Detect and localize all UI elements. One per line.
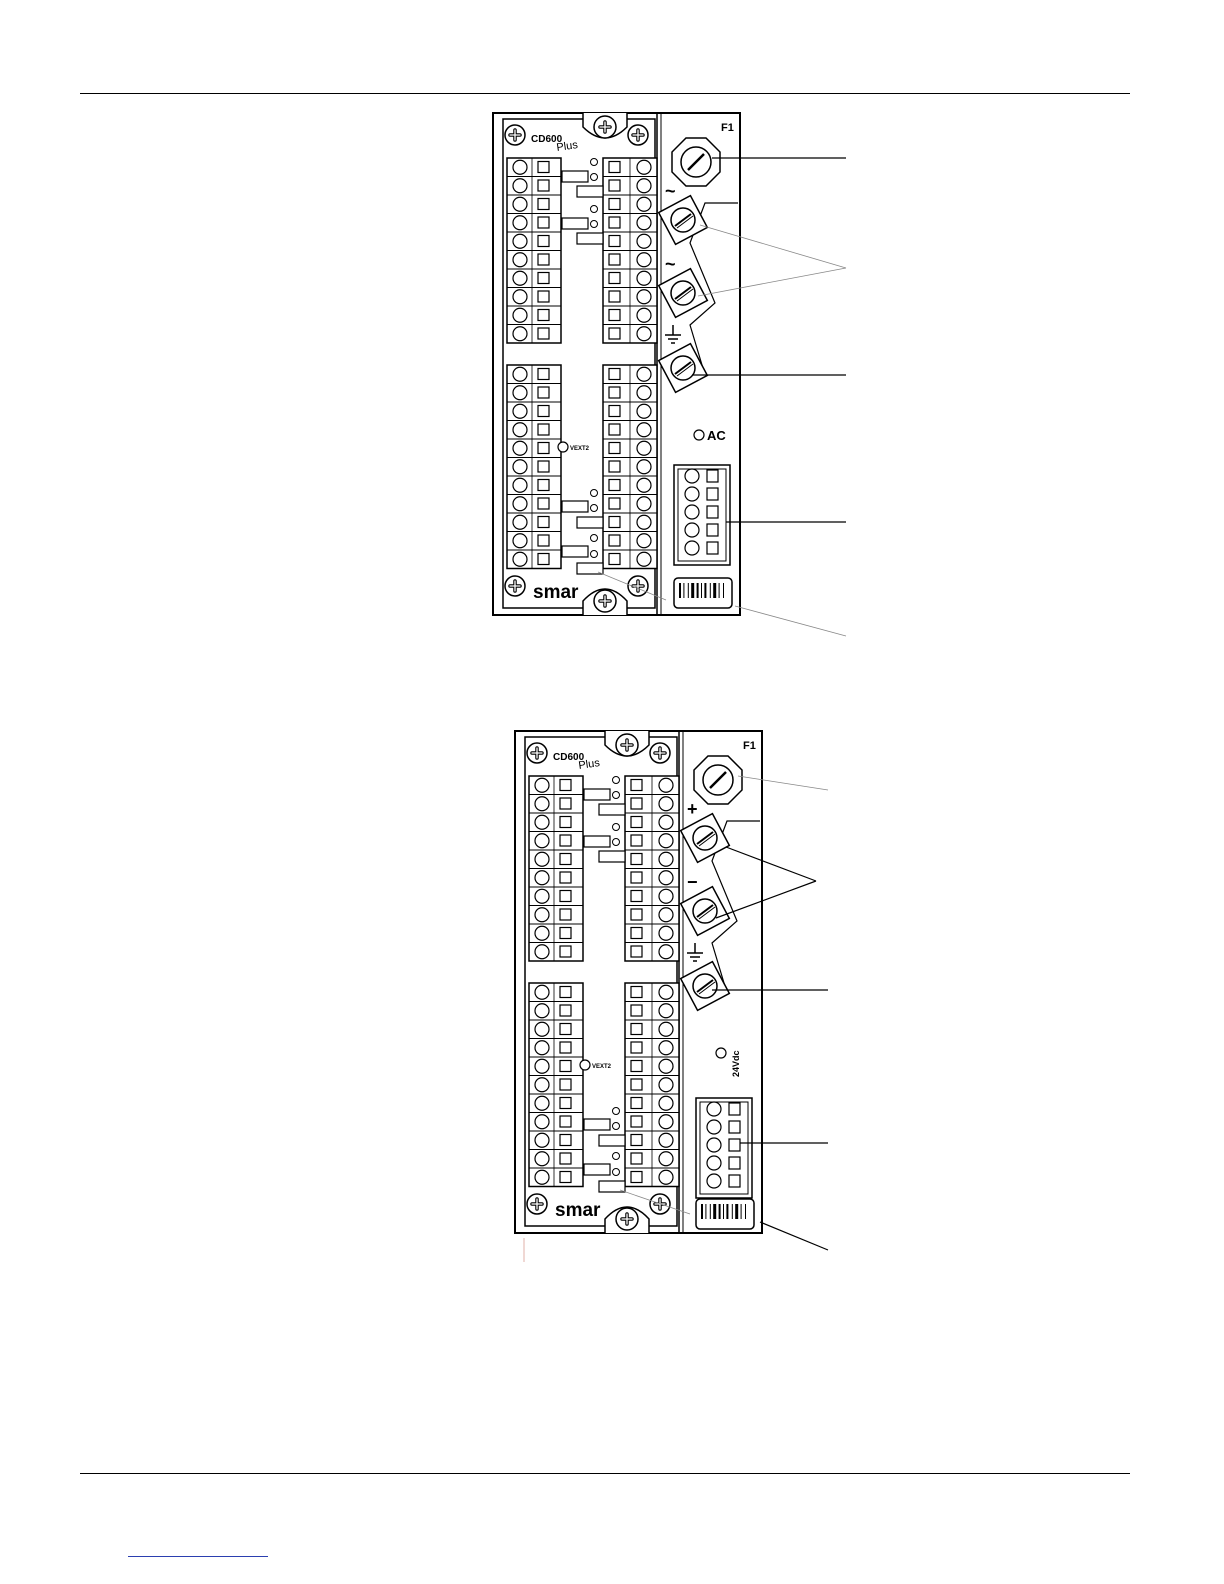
jumper-led [613,839,620,846]
terminal-screw [538,273,549,284]
callout-line [760,1222,828,1250]
terminal-screw [560,872,571,883]
terminal-screw [560,946,571,957]
terminal-hole [513,497,527,511]
terminal-screw [609,480,620,491]
jumper-led [591,535,598,542]
terminal-hole [637,197,651,211]
terminal-hole [637,441,651,455]
terminal-screw [538,162,549,173]
terminal-screw [609,310,620,321]
terminal-screw [631,1005,642,1016]
terminal-hole [659,778,673,792]
supply-symbol-1: ~ [665,181,676,201]
jumper-led [591,159,598,166]
terminal-screw [538,291,549,302]
terminal-screw [631,1079,642,1090]
jumper [562,546,588,557]
terminal-hole [513,179,527,193]
screw-icon [650,743,670,763]
terminal-hole [637,271,651,285]
jumper [584,1164,610,1175]
vext-label: VEXT2 [570,446,590,452]
terminal-screw [609,461,620,472]
terminal-screw [560,909,571,920]
model-label: CD600 [553,752,585,763]
jumper-led [613,1108,620,1115]
terminal-screw [609,162,620,173]
terminal-screw [631,987,642,998]
terminal-hole [637,460,651,474]
terminal-screw [631,854,642,865]
terminal-screw [560,891,571,902]
terminal-screw [609,387,620,398]
terminal-hole [637,160,651,174]
terminal-screw [609,443,620,454]
footer-link-underline[interactable] [128,1556,268,1557]
terminal-hole [535,1059,549,1073]
jumper [577,517,603,528]
terminal-hole [659,1115,673,1129]
terminal-hole [535,985,549,999]
terminal-hole [535,1096,549,1110]
screw-icon [505,576,525,596]
terminal-hole [513,197,527,211]
terminal-hole [535,871,549,885]
terminal-hole [513,386,527,400]
terminal-hole [535,815,549,829]
terminal-hole [637,478,651,492]
terminal-hole [535,834,549,848]
terminal-hole [535,1152,549,1166]
jumper [599,804,625,815]
terminal-hole [637,534,651,548]
panel-24vdc-module [515,731,828,1262]
jumper [599,1135,625,1146]
terminal-screw [538,535,549,546]
jumper-led [613,1123,620,1130]
jumper [584,836,610,847]
terminal-hole [659,1152,673,1166]
terminal-hole [513,271,527,285]
terminal-screw [538,310,549,321]
terminal-screw [560,987,571,998]
jumper-led [591,174,598,181]
terminal-screw [538,480,549,491]
brand-logo: smar [555,1200,601,1221]
terminal-screw [560,928,571,939]
screw-icon [616,1208,638,1230]
terminal-hole [659,1170,673,1184]
terminal-screw [631,1024,642,1035]
jumper-led [613,777,620,784]
terminal-screw [560,1024,571,1035]
vext-label: VEXT2 [592,1064,612,1070]
vext-indicator [558,442,568,452]
barcode-icon [674,578,732,608]
terminal-screw [631,909,642,920]
fuse-label: F1 [721,122,734,134]
terminal-hole [535,1115,549,1129]
terminal-screw [609,199,620,210]
terminal-screw [631,946,642,957]
footer-rule [80,1473,1130,1474]
terminal-screw [609,328,620,339]
terminal-screw [538,517,549,528]
screw-icon [527,1194,547,1214]
terminal-hole [659,889,673,903]
barcode-icon [696,1199,754,1229]
jumper [577,186,603,197]
terminal-hole [659,871,673,885]
terminal-hole [513,290,527,304]
terminal-screw [538,328,549,339]
terminal-hole [535,1133,549,1147]
terminal-hole [637,216,651,230]
model-suffix-label: Plus [555,139,579,154]
terminal-hole [513,552,527,566]
terminal-screw [560,835,571,846]
jumper [584,789,610,800]
terminal-hole [637,367,651,381]
terminal-hole [513,423,527,437]
led-label: AC [707,428,726,443]
terminal-hole [535,889,549,903]
terminal-hole [659,834,673,848]
terminal-screw [560,1172,571,1183]
terminal-screw [609,554,620,565]
terminal-screw [560,1116,571,1127]
terminal-screw [560,1135,571,1146]
terminal-screw [538,498,549,509]
screw-icon [616,734,638,756]
terminal-screw [560,1098,571,1109]
jumper-led [591,221,598,228]
terminal-screw [631,817,642,828]
terminal-screw [609,424,620,435]
terminal-hole [637,386,651,400]
terminal-hole [637,423,651,437]
terminal-column-left-bottom [507,365,561,569]
terminal-hole [637,253,651,267]
jumper-led [613,792,620,799]
terminal-column-right-top [625,776,679,961]
terminal-screw [538,424,549,435]
led-label: 24Vdc [731,1050,741,1077]
terminal-hole [513,234,527,248]
terminal-hole [659,1078,673,1092]
terminal-screw [538,180,549,191]
terminal-screw [609,517,620,528]
terminal-hole [659,1022,673,1036]
terminal-hole [659,815,673,829]
fuse-holder-icon [694,756,742,804]
terminal-screw [560,1005,571,1016]
led-indicator-icon [716,1048,726,1058]
terminal-screw [631,780,642,791]
terminal-screw [560,1061,571,1072]
screw-icon [594,116,616,138]
terminal-column-left-bottom [529,983,583,1187]
fuse-label: F1 [743,740,756,752]
terminal-hole [659,797,673,811]
supply-symbol-2: ~ [665,254,676,274]
brand-logo: smar [533,582,579,603]
terminal-screw [538,406,549,417]
terminal-hole [637,497,651,511]
terminal-hole [659,1059,673,1073]
terminal-screw [538,199,549,210]
screw-icon [505,125,525,145]
terminal-screw [631,798,642,809]
io-connector [674,465,730,565]
terminal-screw [538,387,549,398]
terminal-screw [609,291,620,302]
terminal-hole [513,367,527,381]
terminal-column-right-bottom [603,365,657,569]
jumper [562,171,588,182]
terminal-hole [535,926,549,940]
jumper [562,501,588,512]
terminal-screw [560,1079,571,1090]
terminal-hole [659,1004,673,1018]
terminal-screw [631,1116,642,1127]
terminal-hole [535,797,549,811]
jumper-led [591,505,598,512]
terminal-hole [513,534,527,548]
terminal-hole [659,945,673,959]
terminal-hole [535,945,549,959]
terminal-column-right-bottom [625,983,679,1187]
terminal-screw [631,928,642,939]
panel-ac-module [493,113,846,636]
terminal-hole [535,1078,549,1092]
io-connector [696,1098,752,1198]
terminal-hole [535,1022,549,1036]
jumper-led [591,206,598,213]
terminal-screw [609,180,620,191]
terminal-hole [637,234,651,248]
terminal-screw [560,780,571,791]
terminal-hole [513,460,527,474]
fuse-holder-icon [672,138,720,186]
terminal-screw [609,273,620,284]
terminal-hole [535,778,549,792]
terminal-column-left-top [529,776,583,961]
terminal-hole [659,852,673,866]
terminal-screw [631,1042,642,1053]
terminal-screw [609,498,620,509]
terminal-screw [631,1098,642,1109]
terminal-hole [637,179,651,193]
jumper-led [613,1169,620,1176]
terminal-screw [560,854,571,865]
terminal-screw [631,891,642,902]
terminal-hole [513,404,527,418]
terminal-screw [538,443,549,454]
terminal-screw [538,254,549,265]
terminal-hole [535,1170,549,1184]
jumper [599,851,625,862]
callout-line [735,606,846,636]
terminal-screw [609,217,620,228]
terminal-screw [538,236,549,247]
terminal-screw [631,872,642,883]
jumper-led [613,824,620,831]
terminal-screw [538,554,549,565]
terminal-screw [538,369,549,380]
terminal-hole [513,478,527,492]
model-suffix-label: Plus [577,757,601,772]
terminal-hole [659,1041,673,1055]
terminal-hole [637,290,651,304]
terminal-screw [631,835,642,846]
jumper [577,233,603,244]
terminal-screw [538,461,549,472]
terminal-hole [659,1133,673,1147]
terminal-hole [535,852,549,866]
terminal-screw [609,254,620,265]
terminal-hole [659,908,673,922]
jumper [562,218,588,229]
supply-symbol-2: − [687,872,698,892]
supply-symbol-1: + [687,799,698,819]
screw-icon [628,125,648,145]
terminal-screw [631,1153,642,1164]
terminal-hole [513,216,527,230]
terminal-screw [609,535,620,546]
terminal-hole [659,1096,673,1110]
screw-icon [594,590,616,612]
jumper-led [591,490,598,497]
terminal-hole [513,515,527,529]
terminal-hole [513,441,527,455]
led-indicator-icon [694,430,704,440]
terminal-hole [637,404,651,418]
terminal-hole [535,1041,549,1055]
terminal-screw [560,798,571,809]
terminal-hole [513,160,527,174]
screw-icon [527,743,547,763]
model-label: CD600 [531,134,563,145]
terminal-hole [535,1004,549,1018]
terminal-hole [659,926,673,940]
terminal-hole [535,908,549,922]
terminal-hole [659,985,673,999]
terminal-screw [560,817,571,828]
terminal-screw [609,406,620,417]
terminal-screw [538,217,549,228]
vext-indicator [580,1060,590,1070]
terminal-hole [637,327,651,341]
terminal-hole [513,308,527,322]
jumper-led [591,551,598,558]
terminal-hole [637,552,651,566]
terminal-screw [609,369,620,380]
terminal-screw [631,1061,642,1072]
terminal-hole [637,515,651,529]
jumper [584,1119,610,1130]
terminal-screw [560,1042,571,1053]
jumper-led [613,1153,620,1160]
terminal-column-right-top [603,158,657,343]
terminal-screw [609,236,620,247]
terminal-screw [631,1135,642,1146]
terminal-screw [631,1172,642,1183]
terminal-hole [513,327,527,341]
terminal-hole [637,308,651,322]
terminal-screw [560,1153,571,1164]
terminal-hole [513,253,527,267]
terminal-column-left-top [507,158,561,343]
